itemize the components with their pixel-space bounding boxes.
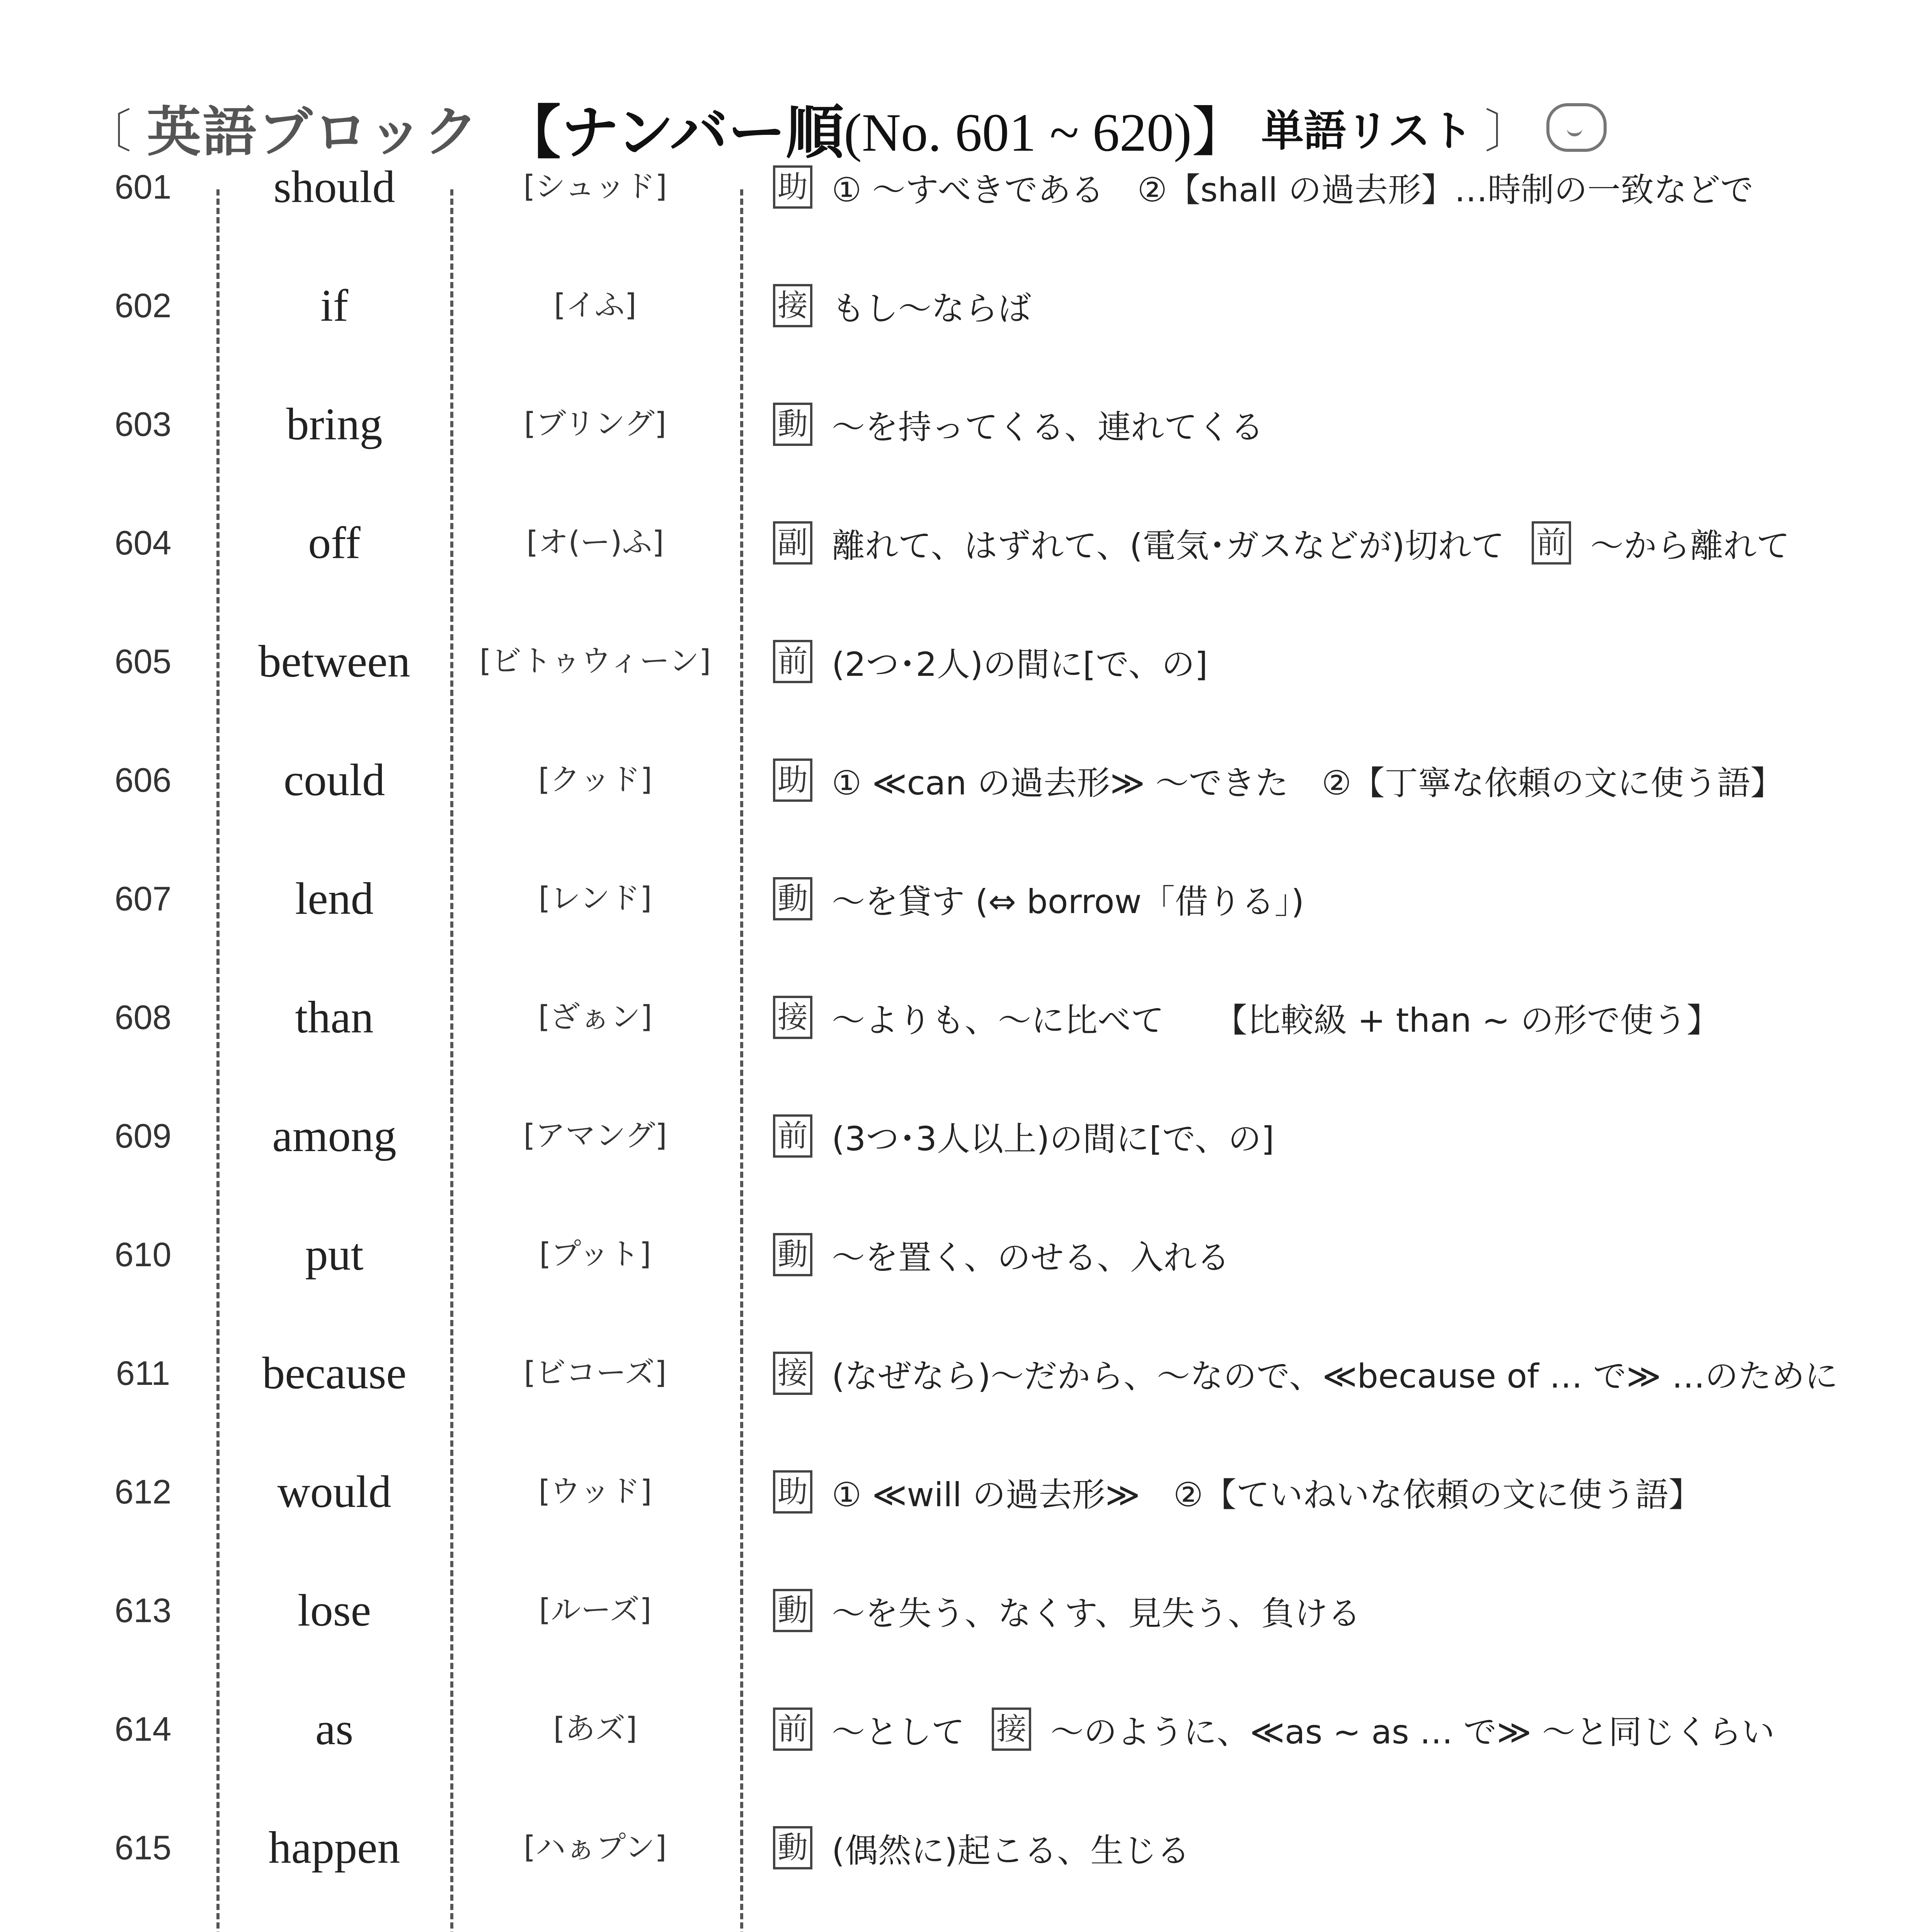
pronunciation: [イふ]	[554, 288, 637, 323]
english-word: bring	[286, 399, 383, 449]
word-number: 612	[114, 1473, 172, 1511]
english-word: happen	[268, 1822, 400, 1873]
part-of-speech-badge: 助	[773, 165, 812, 209]
part-of-speech-badge: 接	[773, 1352, 812, 1395]
pronunciation: [ブリング]	[524, 406, 667, 441]
meaning	[773, 958, 1894, 1077]
meaning	[773, 602, 1894, 721]
word-number: 613	[114, 1591, 172, 1629]
word-row	[0, 128, 1917, 246]
english-word: lend	[295, 873, 374, 924]
word-number	[70, 1907, 216, 1932]
pronunciation: [ビコーズ]	[524, 1355, 667, 1390]
meaning	[773, 1077, 1894, 1195]
pronunciation: [オ(ー)ふ]	[526, 525, 664, 560]
meaning-text: ～から離れて	[1590, 526, 1790, 565]
pronunciation: [あズ]	[553, 1711, 637, 1746]
meaning	[773, 1195, 1894, 1314]
pronunciation: [レンド]	[538, 881, 652, 916]
word-row	[0, 958, 1917, 1077]
word-number: 605	[114, 642, 172, 680]
word-number: 607	[114, 879, 172, 918]
english-word: than	[295, 992, 374, 1043]
word-row	[0, 1551, 1917, 1670]
word-number: 601	[114, 168, 172, 206]
part-of-speech-badge: 接	[773, 284, 812, 327]
word-row	[0, 1907, 1917, 1932]
pronunciation: [ハぁプン]	[524, 1830, 667, 1865]
word-row	[0, 839, 1917, 958]
part-of-speech-badge: 動	[773, 877, 812, 920]
english-word: between	[258, 636, 410, 687]
word-number: 610	[114, 1235, 172, 1274]
brand-logo-text: 英語ブロック	[147, 100, 480, 164]
meaning-text: (3つ･3人以上)の間に[で、の]	[832, 1119, 1274, 1158]
meaning	[773, 483, 1894, 602]
english-word: put	[305, 1229, 364, 1280]
english-word: among	[272, 1111, 397, 1161]
pronunciation: [ルーズ]	[539, 1593, 652, 1628]
english-word: off	[308, 517, 361, 568]
word-number: 606	[114, 761, 172, 799]
part-of-speech-badge: 前	[773, 640, 812, 683]
part-of-speech-badge: 前	[773, 1114, 812, 1158]
meaning-text: ① ≪will の過去形≫ ②【ていねいな依頼の文に使う語】	[832, 1475, 1702, 1514]
pronunciation: [シュッド]	[523, 169, 667, 204]
part-of-speech-badge: 助	[773, 1470, 812, 1514]
page-title: 【ナンバー順	[503, 99, 844, 167]
meaning-text: (2つ･2人)の間に[で、の]	[832, 645, 1208, 684]
word-number: 611	[116, 1354, 170, 1392]
meaning-text: ① ～すべきである ②【shall の過去形】…時制の一致などで	[832, 170, 1754, 209]
bracket-open: 〔	[85, 105, 131, 158]
word-number: 615	[114, 1828, 172, 1867]
part-of-speech-badge: 前	[773, 1708, 812, 1751]
part-of-speech-badge: 助	[773, 759, 812, 802]
word-row	[0, 365, 1917, 483]
bracket-close: 〕	[1485, 105, 1531, 158]
meaning	[773, 1314, 1894, 1432]
meaning	[773, 1670, 1894, 1788]
word-number: 604	[114, 524, 172, 562]
pronunciation: [ざぁン]	[538, 1000, 652, 1034]
word-row	[0, 1314, 1917, 1432]
meaning-text: ～を持ってくる、連れてくる	[832, 408, 1264, 447]
word-row	[0, 483, 1917, 602]
part-of-speech-badge: 動	[773, 1233, 812, 1276]
meaning-text: ～を貸す (⇔ borrow「借りる」)	[832, 882, 1304, 921]
meaning-text: 離れて、はずれて、(電気･ガスなどが)切れて	[832, 526, 1505, 565]
meaning-text: ～のように、≪as ~ as … で≫ ～と同じくらい	[1050, 1713, 1775, 1752]
meaning-text: もし～ならば	[832, 289, 1032, 328]
pronunciation: [クッド]	[538, 762, 652, 797]
meaning-text: (偶然に)起こる、生じる	[832, 1831, 1190, 1870]
pronunciation: [ビトゥウィーン]	[479, 644, 711, 679]
word-row	[0, 602, 1917, 721]
word-number: 603	[114, 405, 172, 443]
meaning	[773, 1551, 1894, 1670]
meaning	[773, 1788, 1894, 1907]
part-of-speech-badge: 副	[773, 521, 812, 565]
meaning-text: ～よりも、～に比べて 【比較級 + than ~ の形で使う】	[832, 1001, 1720, 1040]
meaning	[773, 721, 1894, 839]
word-row	[0, 1195, 1917, 1314]
english-word: could	[283, 755, 385, 805]
page-subtitle: 単語リスト	[1261, 106, 1473, 156]
english-word: would	[277, 1466, 392, 1517]
title-range: (No. 601 ~ 620)】	[844, 102, 1246, 163]
meaning	[773, 365, 1894, 483]
pronunciation: [アマング]	[523, 1118, 667, 1153]
english-word	[220, 1907, 448, 1932]
part-of-speech-badge: 動	[773, 1589, 812, 1632]
word-row	[0, 1788, 1917, 1907]
meaning-text: ～として	[832, 1713, 965, 1752]
meaning-text: ① ≪can の過去形≫ ～できた ②【丁寧な依頼の文に使う語】	[832, 764, 1784, 803]
word-row	[0, 246, 1917, 365]
part-of-speech-badge: 前	[1532, 521, 1571, 565]
meaning	[773, 1432, 1894, 1551]
english-word: because	[262, 1348, 407, 1398]
meaning	[773, 1907, 1894, 1932]
part-of-speech-badge: 動	[773, 1826, 812, 1869]
word-number: 609	[114, 1117, 172, 1155]
word-row	[0, 1432, 1917, 1551]
word-number: 614	[114, 1710, 172, 1748]
pronunciation: [プット]	[539, 1237, 651, 1272]
english-word: should	[273, 162, 395, 212]
meaning	[773, 246, 1894, 365]
meaning	[773, 128, 1894, 246]
part-of-speech-badge: 接	[992, 1708, 1031, 1751]
part-of-speech-badge: 接	[773, 996, 812, 1039]
part-of-speech-badge: 動	[773, 403, 812, 446]
pronunciation: [ウッド]	[538, 1474, 652, 1509]
meaning-text: ～を置く、のせる、入れる	[832, 1238, 1230, 1277]
meaning	[773, 839, 1894, 958]
word-number: 608	[114, 998, 172, 1036]
english-word: lose	[297, 1585, 371, 1636]
english-word: as	[315, 1704, 354, 1754]
word-row	[0, 1670, 1917, 1788]
english-word: if	[320, 280, 349, 331]
word-number: 602	[114, 286, 172, 325]
word-row	[0, 1077, 1917, 1195]
meaning-text: ～を失う、なくす、見失う、負ける	[832, 1594, 1361, 1633]
meaning-text: (なぜなら)～だから、～なので、≪because of … で≫ …のために	[832, 1357, 1838, 1396]
pronunciation	[452, 1907, 738, 1932]
word-row	[0, 721, 1917, 839]
